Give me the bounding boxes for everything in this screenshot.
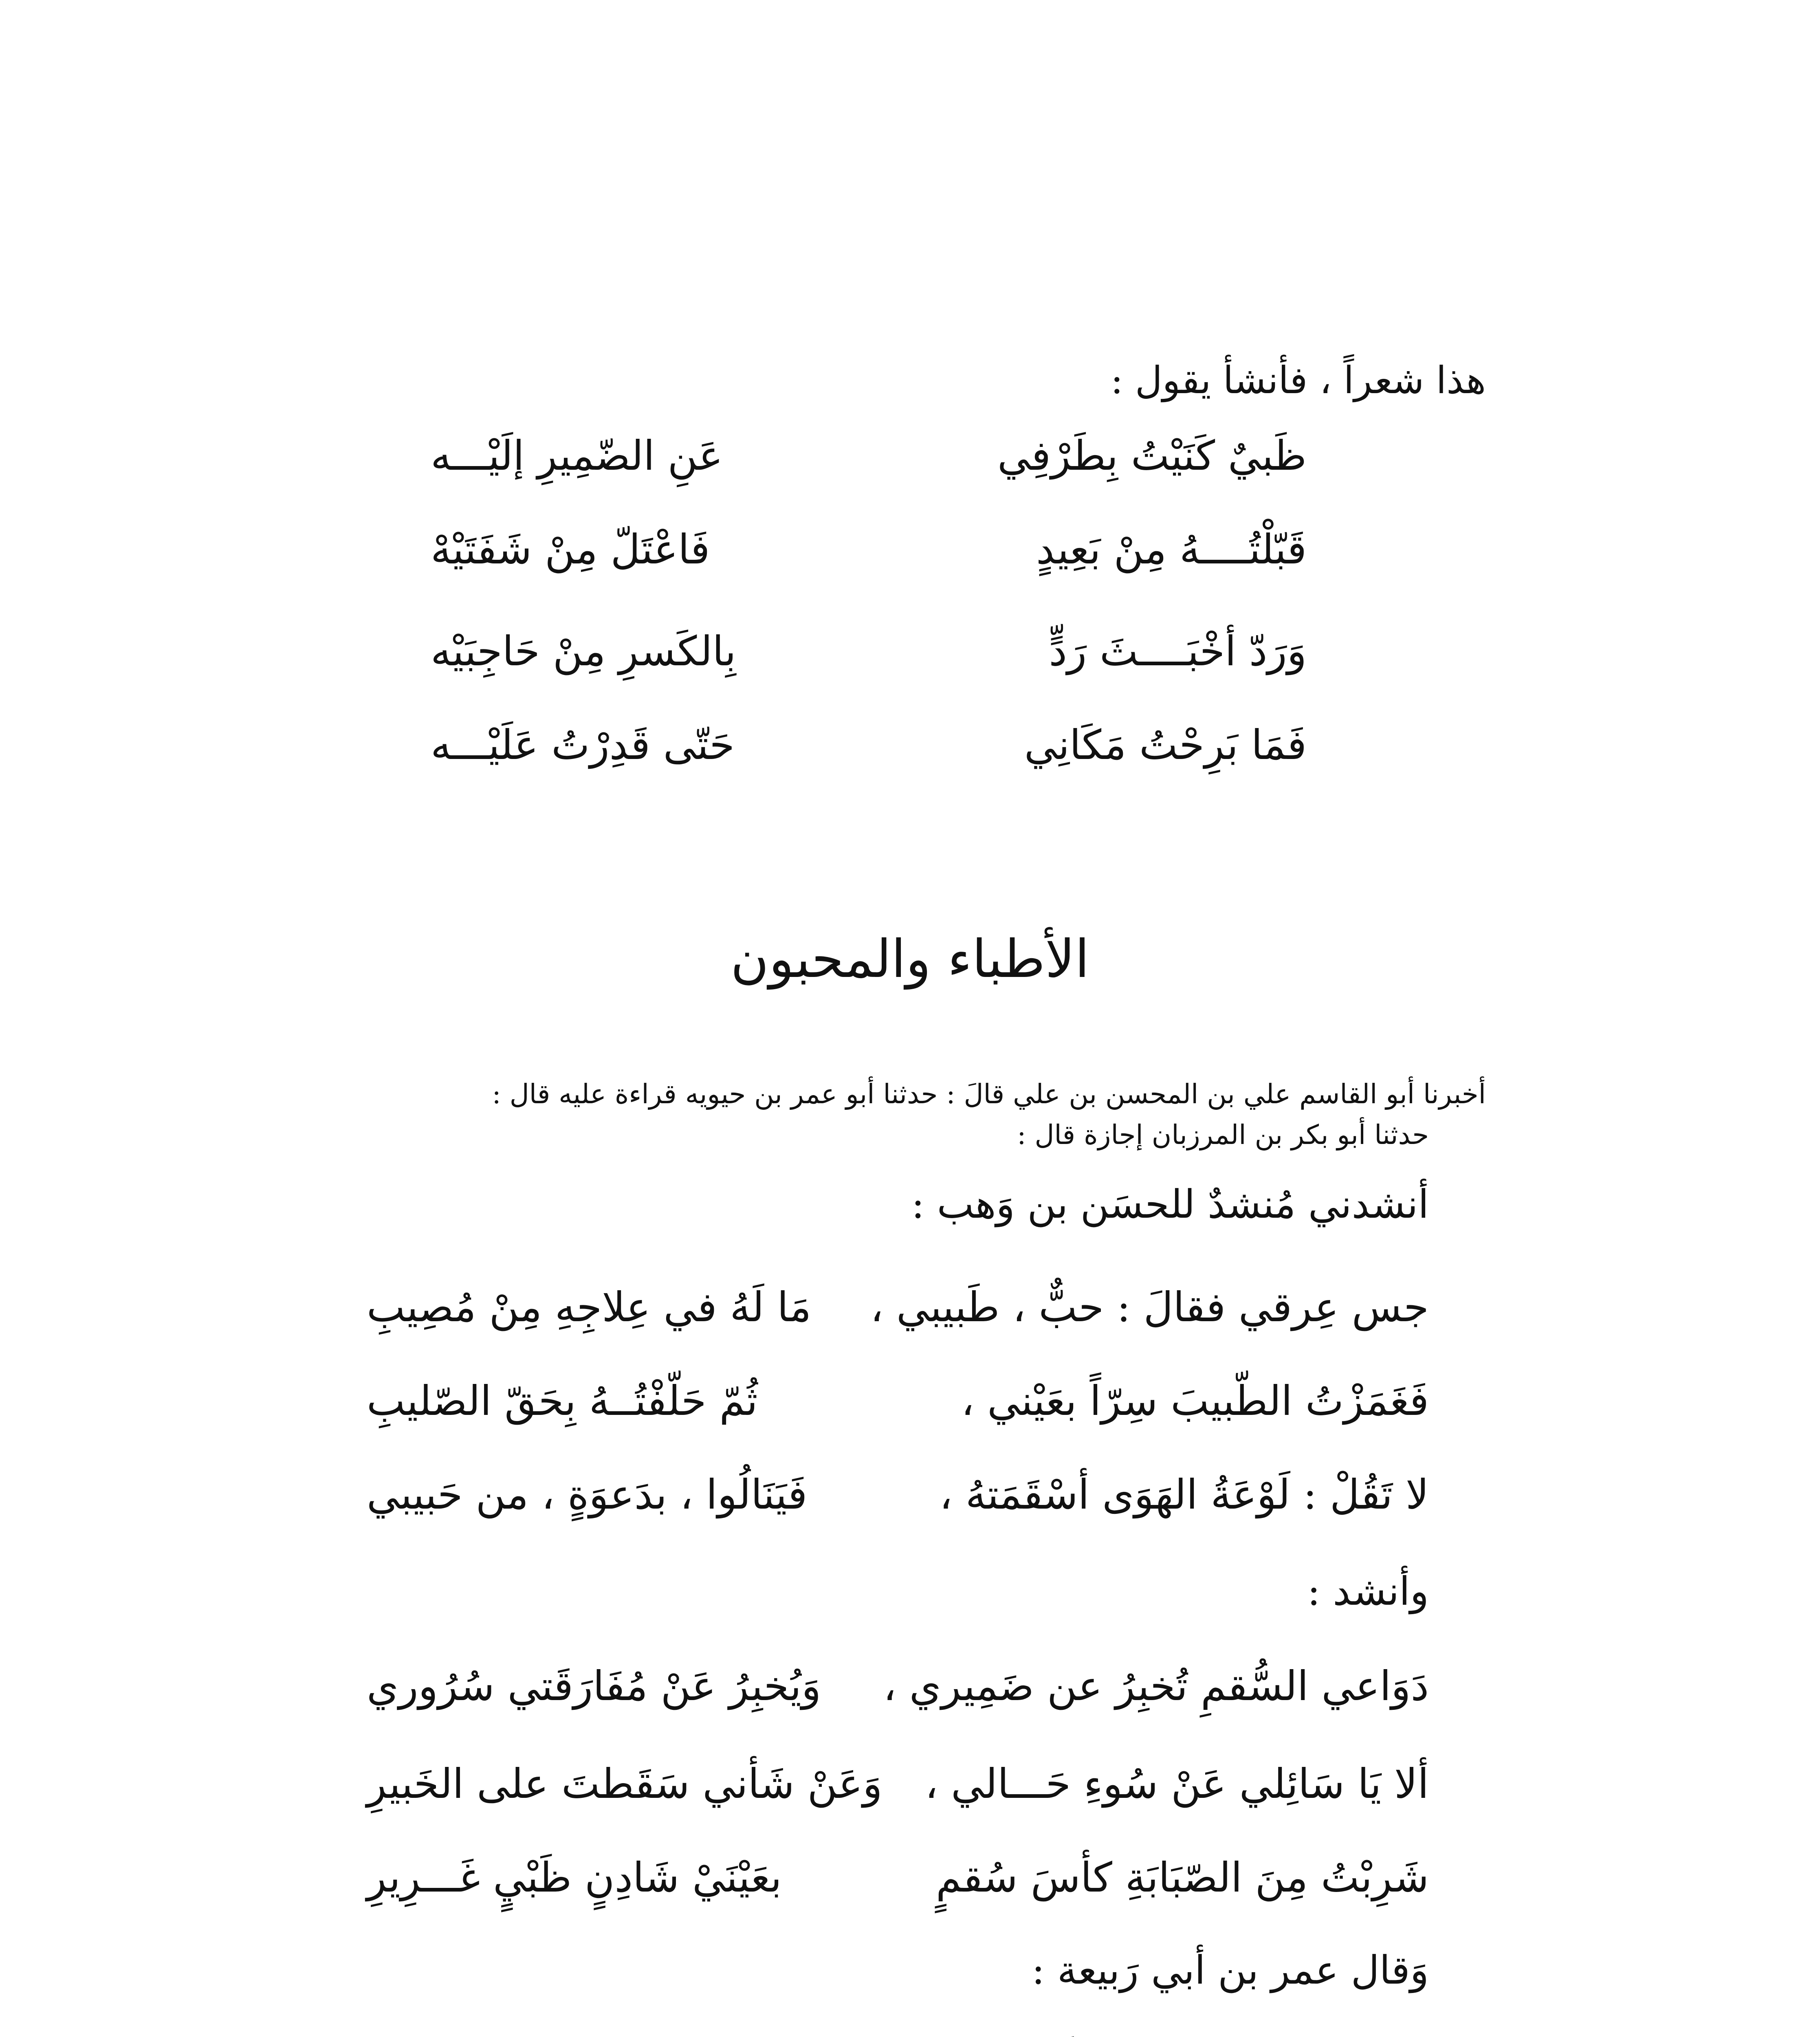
hemistich-second: فَيَنَالُوا ، بدَعوَةٍ ، من حَبيبي [367, 1471, 808, 1518]
hemistich-first: قَبّلْتُــــهُ مِنْ بَعِيدٍ [1036, 526, 1307, 573]
hemistich-second: وَيُخبِرُ عَنْ مُفَارَقَتي سُرُوري [367, 1662, 821, 1710]
verse-line [431, 627, 1307, 675]
hemistich-first: جس عِرقي فقالَ : حبٌّ ، طَبيبي ، [870, 1283, 1429, 1331]
hemistich-second: وَعَنْ شَأني سَقَطتَ على الخَبيرِ [367, 1760, 882, 1808]
intro-line: هذا شعراً ، فأنشأ يقول : [1110, 359, 1486, 402]
hemistich-first: وَرَدّ أخْبَــــثَ رَدٍّ [1049, 627, 1307, 675]
hemistich-second: مَا لَهُ في عِلاجِهِ مِنْ مُصِيبِ [367, 1283, 812, 1331]
hemistich-second: حَتّى قَدِرْتُ عَلَيْـــه [431, 721, 735, 769]
verse-line [367, 1760, 1429, 1808]
hemistich-first: ألا يَا سَائِلي عَنْ سُوءِ حَـــالي ، [925, 1760, 1429, 1808]
hemistich-first: ظَبيٌ كَنَيْتُ بِطَرْفِي [997, 432, 1307, 480]
hemistich-second: فَاعْتَلّ مِنْ شَفَتَيْهْ [431, 526, 710, 573]
verse-line [367, 1662, 1429, 1710]
hemistich-second: عَنِ الضّمِيرِ إلَيْـــه [431, 432, 723, 480]
hemistich-first: فَغَمَزْتُ الطّبيبَ سِرّاً بعَيْني ، [961, 1377, 1429, 1425]
hemistich-first: لا تَقُلْ : لَوْعَةُ الهَوَى أسْقَمَتهُ ، [939, 1471, 1429, 1518]
hemistich-second: بِالكَسرِ مِنْ حَاجِبَيْه [431, 627, 736, 675]
verse-line [367, 1854, 1429, 1901]
intro-line: أنشدني مُنشدٌ للحسَن بن وَهب : [911, 1181, 1429, 1227]
hemistich-second: ثُمّ حَلّفْتُــهُ بِحَقّ الصّليبِ [367, 1377, 758, 1425]
hemistich-first: دَوَاعي السُّقمِ تُخبِرُ عن ضَمِيري ، [883, 1662, 1429, 1710]
section-title: الأطباء والمحبون [731, 929, 1089, 990]
intro-line: وأنشد : [1307, 1568, 1429, 1614]
verse-line [367, 1377, 1429, 1425]
isnad-line: أخبرنا أبو القاسم علي بن المحسن بن علي قالَ : حدثنا أبو عمر بن حيويه قراءة عليه قال : [492, 1078, 1486, 1110]
isnad-line: حدثنا أبو بكر بن المرزبان إجازة قال : [1017, 1119, 1429, 1150]
verse-line [431, 721, 1307, 769]
verse-line [431, 526, 1307, 573]
verse-line [367, 1471, 1429, 1518]
verse-line [431, 432, 1307, 480]
hemistich-first: شَرِبْتُ مِنَ الصّبَابَةِ كأسَ سُقمٍ [936, 1854, 1429, 1901]
verse-line [367, 1283, 1429, 1331]
intro-line: وَقال عمر بن أبي رَبيعة : [1032, 1947, 1429, 1993]
hemistich-first: فَمَا بَرِحْتُ مَكَانِي [1024, 721, 1307, 769]
hemistich-second: بعَيْنَيْ شَادِنٍ ظَبْيٍ غَـــرِيرِ [367, 1854, 782, 1901]
